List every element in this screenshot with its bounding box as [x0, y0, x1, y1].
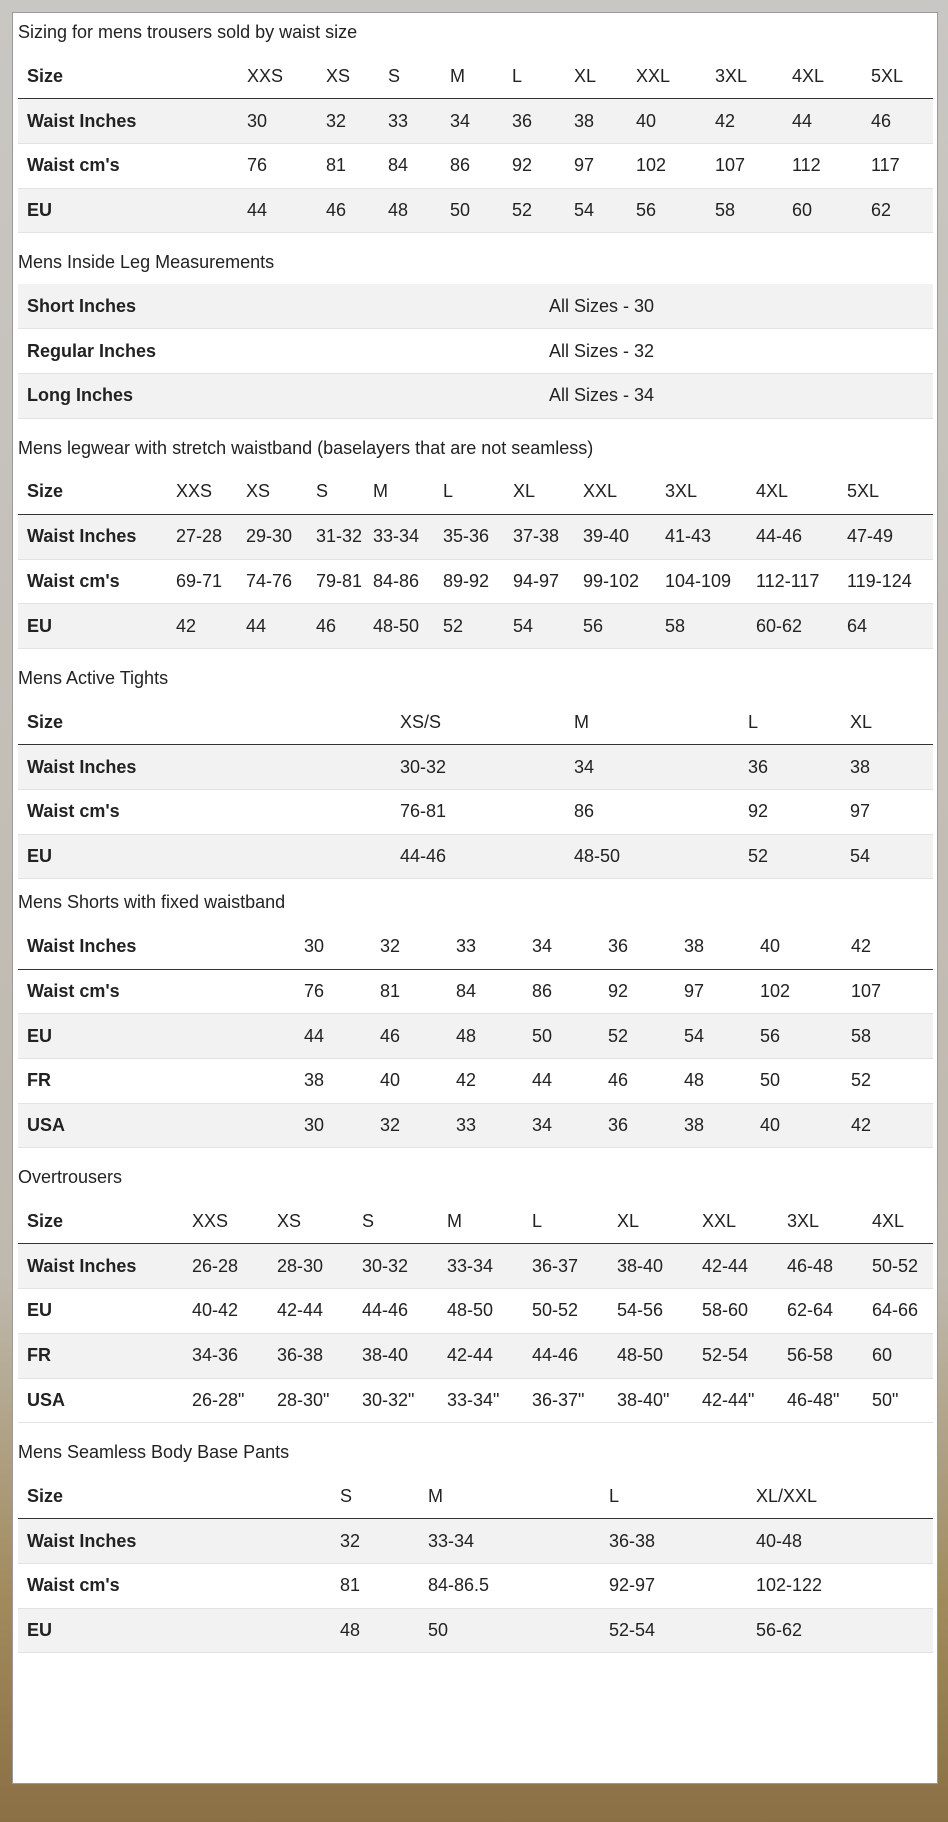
- table-cell: 56-62: [756, 1620, 803, 1641]
- row-label: Waist cm's: [27, 571, 120, 592]
- table-cell: 60: [792, 199, 813, 220]
- header-cell: Size: [27, 65, 64, 86]
- table-cell: 40-48: [756, 1530, 803, 1551]
- table-cell: 44-46: [756, 526, 803, 547]
- header-cell: M: [373, 481, 388, 502]
- table-cell: 102: [760, 980, 791, 1001]
- table-cell: 46: [608, 1070, 629, 1091]
- row-label: EU: [27, 1025, 53, 1046]
- header-cell: Size: [27, 481, 64, 502]
- table-row: [18, 99, 933, 144]
- table-cell: 79-81: [316, 571, 363, 592]
- table-cell: 86: [574, 801, 595, 822]
- table-row: [18, 1378, 933, 1423]
- table-row: [18, 969, 933, 1014]
- header-cell: L: [609, 1485, 620, 1506]
- table-cell: 48-50: [373, 615, 420, 636]
- table-row: [18, 329, 933, 374]
- header-cell: L: [532, 1210, 543, 1231]
- table-cell: 44-46: [400, 845, 447, 866]
- header-cell: XXL: [583, 481, 618, 502]
- section-title: Mens Shorts with fixed waistband: [18, 892, 286, 913]
- table-cell: 33: [456, 1114, 477, 1135]
- table-cell: 36: [608, 1114, 629, 1135]
- table-row: [18, 834, 933, 879]
- header-cell: 5XL: [871, 65, 904, 86]
- header-cell: 4XL: [792, 65, 825, 86]
- table-row: [18, 374, 933, 419]
- table-header-row: [18, 700, 933, 745]
- table-cell: 44: [792, 110, 813, 131]
- table-cell: 42: [851, 1114, 872, 1135]
- table-cell: 54: [513, 615, 534, 636]
- table-cell: 50-52: [872, 1255, 919, 1276]
- table-cell: 38-40": [617, 1389, 670, 1410]
- table-cell: 50: [760, 1070, 781, 1091]
- table-cell: 107: [851, 980, 882, 1001]
- table-cell: 38: [574, 110, 595, 131]
- section-title: Mens Inside Leg Measurements: [18, 252, 275, 273]
- header-cell: 33: [456, 935, 477, 956]
- row-label: EU: [27, 1620, 53, 1641]
- table-cell: 69-71: [176, 571, 223, 592]
- table-cell: 76: [304, 980, 325, 1001]
- table-row: [18, 143, 933, 188]
- table-cell: 42: [456, 1070, 477, 1091]
- header-cell: L: [443, 481, 454, 502]
- table-row: [18, 1244, 933, 1289]
- table-cell: 32: [326, 110, 347, 131]
- table-row: [18, 515, 933, 560]
- table-cell: 42-44": [702, 1389, 755, 1410]
- section-title: Sizing for mens trousers sold by waist size: [18, 22, 358, 42]
- table-cell: 34: [450, 110, 471, 131]
- table-row: [18, 284, 933, 329]
- row-label: EU: [27, 615, 53, 636]
- header-cell: 32: [380, 935, 401, 956]
- table-cell: 46: [316, 615, 337, 636]
- table-cell: 48-50: [617, 1345, 664, 1366]
- table-cell: 117: [871, 155, 900, 176]
- header-cell: S: [316, 481, 329, 502]
- header-cell: M: [447, 1210, 462, 1231]
- table-cell: 112: [792, 155, 821, 176]
- size-guide-panel: [12, 12, 938, 1784]
- row-label: FR: [27, 1070, 51, 1091]
- table-cell: 81: [326, 155, 347, 176]
- table-cell: 84-86.5: [428, 1575, 490, 1596]
- table-cell: 54: [574, 199, 595, 220]
- table-cell: 26-28": [192, 1389, 245, 1410]
- size-table-stretch-waistband: [18, 470, 933, 649]
- table-cell: 28-30: [277, 1255, 324, 1276]
- table-cell: 52: [512, 199, 533, 220]
- header-cell: 30: [304, 935, 325, 956]
- table-cell: 84: [388, 155, 409, 176]
- table-cell: 97: [850, 801, 871, 822]
- table-header-row: [18, 54, 933, 99]
- header-cell: 38: [684, 935, 705, 956]
- table-cell: 62-64: [787, 1300, 834, 1321]
- table-cell: All Sizes - 32: [549, 340, 655, 361]
- table-cell: 42-44: [702, 1255, 749, 1276]
- table-cell: 58: [665, 615, 686, 636]
- table-cell: 107: [715, 155, 746, 176]
- table-cell: 102: [636, 155, 667, 176]
- table-row: [18, 559, 933, 604]
- table-cell: 36-37: [532, 1255, 579, 1276]
- table-cell: 58: [715, 199, 736, 220]
- table-cell: 52-54: [609, 1620, 656, 1641]
- size-table-overtrousers: [18, 1199, 933, 1423]
- table-row: [18, 604, 933, 649]
- header-cell: Waist Inches: [27, 935, 137, 956]
- header-cell: XS: [326, 65, 351, 86]
- header-cell: XXL: [636, 65, 671, 86]
- table-cell: 104-109: [665, 571, 732, 592]
- header-cell: XL: [617, 1210, 640, 1231]
- table-cell: 44: [532, 1070, 553, 1091]
- table-cell: 58-60: [702, 1300, 749, 1321]
- table-cell: 48-50: [447, 1300, 494, 1321]
- table-cell: 27-28: [176, 526, 223, 547]
- table-cell: 54-56: [617, 1300, 664, 1321]
- table-cell: 92: [608, 980, 629, 1001]
- row-label: EU: [27, 199, 53, 220]
- table-header-row: [18, 470, 933, 515]
- table-cell: 56: [583, 615, 604, 636]
- table-header-row: [18, 924, 933, 969]
- section-title: Mens Active Tights: [18, 668, 169, 689]
- table-cell: 84-86: [373, 571, 420, 592]
- table-cell: 46: [380, 1025, 401, 1046]
- header-cell: 36: [608, 935, 629, 956]
- header-cell: XS: [277, 1210, 302, 1231]
- table-cell: 40: [760, 1114, 781, 1135]
- table-cell: 62: [871, 199, 892, 220]
- row-label: EU: [27, 1300, 53, 1321]
- row-label: Short Inches: [27, 295, 137, 316]
- table-cell: 92: [512, 155, 533, 176]
- table-cell: 29-30: [246, 526, 293, 547]
- table-cell: 44-46: [532, 1345, 579, 1366]
- header-cell: Size: [27, 711, 64, 732]
- table-cell: All Sizes - 34: [549, 385, 655, 406]
- table-cell: 102-122: [756, 1575, 823, 1596]
- size-table-active-tights: [18, 700, 933, 879]
- row-label: Waist Inches: [27, 110, 137, 131]
- table-cell: 46: [871, 110, 892, 131]
- table-cell: 92: [748, 801, 769, 822]
- table-cell: 38-40: [617, 1255, 664, 1276]
- table-cell: 30-32: [362, 1255, 409, 1276]
- table-cell: 33: [388, 110, 409, 131]
- table-cell: 99-102: [583, 571, 640, 592]
- table-cell: 48-50: [574, 845, 621, 866]
- table-row: [18, 1289, 933, 1334]
- table-cell: 76-81: [400, 801, 447, 822]
- header-cell: 4XL: [872, 1210, 905, 1231]
- header-cell: 3XL: [665, 481, 698, 502]
- table-cell: 38: [684, 1114, 705, 1135]
- table-cell: 28-30": [277, 1389, 330, 1410]
- table-cell: 33-34": [447, 1389, 500, 1410]
- table-cell: 52: [851, 1070, 872, 1091]
- table-cell: 40: [636, 110, 657, 131]
- table-cell: 42: [176, 615, 197, 636]
- table-cell: 33-34: [428, 1530, 475, 1551]
- header-cell: 40: [760, 935, 781, 956]
- section-title: Mens legwear with stretch waistband (baselayers that are not seamless): [18, 437, 594, 458]
- table-cell: 30-32: [400, 756, 447, 777]
- table-cell: 89-92: [443, 571, 490, 592]
- table-cell: 97: [684, 980, 705, 1001]
- table-cell: 38: [850, 756, 871, 777]
- table-cell: 44: [304, 1025, 325, 1046]
- header-cell: M: [574, 711, 589, 732]
- table-cell: 44: [247, 199, 268, 220]
- table-row: [18, 1014, 933, 1059]
- table-header-row: [18, 1199, 933, 1244]
- table-cell: 64: [847, 615, 868, 636]
- table-cell: 74-76: [246, 571, 293, 592]
- table-cell: 36: [748, 756, 769, 777]
- table-cell: 52-54: [702, 1345, 749, 1366]
- table-row: [18, 1058, 933, 1103]
- header-cell: L: [748, 711, 759, 732]
- table-cell: 40-42: [192, 1300, 239, 1321]
- table-cell: All Sizes - 30: [549, 295, 655, 316]
- table-cell: 50: [428, 1620, 449, 1641]
- table-cell: 52: [443, 615, 464, 636]
- table-cell: 50-52: [532, 1300, 579, 1321]
- row-label: Waist cm's: [27, 980, 120, 1001]
- header-cell: 5XL: [847, 481, 880, 502]
- table-cell: 76: [247, 155, 268, 176]
- table-cell: 64-66: [872, 1300, 919, 1321]
- header-cell: 3XL: [787, 1210, 820, 1231]
- header-cell: XL: [574, 65, 597, 86]
- table-row: [18, 1564, 933, 1609]
- table-cell: 56-58: [787, 1345, 834, 1366]
- table-cell: 42: [715, 110, 736, 131]
- table-cell: 30: [247, 110, 268, 131]
- table-row: [18, 745, 933, 790]
- header-cell: Size: [27, 1210, 64, 1231]
- row-label: Waist Inches: [27, 756, 137, 777]
- table-cell: 41-43: [665, 526, 712, 547]
- table-cell: 36-38: [609, 1530, 656, 1551]
- table-cell: 54: [850, 845, 871, 866]
- table-row: [18, 1103, 933, 1148]
- header-cell: M: [450, 65, 465, 86]
- table-cell: 50": [872, 1389, 899, 1410]
- table-cell: 52: [608, 1025, 629, 1046]
- table-cell: 38-40: [362, 1345, 409, 1366]
- table-cell: 38: [304, 1070, 325, 1091]
- table-cell: 30: [304, 1114, 325, 1135]
- table-cell: 44: [246, 615, 267, 636]
- header-cell: 34: [532, 935, 553, 956]
- table-cell: 48: [388, 199, 409, 220]
- table-cell: 34-36: [192, 1345, 239, 1366]
- header-cell: XXS: [192, 1210, 229, 1231]
- row-label: Waist Inches: [27, 526, 137, 547]
- section-title: Overtrousers: [18, 1167, 123, 1188]
- table-row: [18, 789, 933, 834]
- table-cell: 52: [748, 845, 769, 866]
- row-label: Waist cm's: [27, 155, 120, 176]
- row-label: Regular Inches: [27, 340, 157, 361]
- row-label: Waist cm's: [27, 1575, 120, 1596]
- row-label: USA: [27, 1389, 66, 1410]
- header-cell: XXS: [247, 65, 284, 86]
- table-cell: 31-32: [316, 526, 363, 547]
- header-cell: XS/S: [400, 711, 442, 732]
- table-cell: 36-38: [277, 1345, 324, 1366]
- table-cell: 48: [456, 1025, 477, 1046]
- table-cell: 60-62: [756, 615, 803, 636]
- header-cell: XL: [513, 481, 536, 502]
- table-header-row: [18, 1474, 933, 1519]
- table-cell: 50: [450, 199, 471, 220]
- table-cell: 86: [450, 155, 471, 176]
- table-cell: 56: [636, 199, 657, 220]
- table-cell: 35-36: [443, 526, 490, 547]
- row-label: FR: [27, 1345, 51, 1366]
- inside-leg-table: [18, 284, 933, 419]
- table-cell: 84: [456, 980, 477, 1001]
- header-cell: L: [512, 65, 523, 86]
- header-cell: Size: [27, 1485, 64, 1506]
- size-table-seamless-base-pants: [18, 1474, 933, 1653]
- table-cell: 34: [574, 756, 595, 777]
- table-cell: 56: [760, 1025, 781, 1046]
- table-cell: 37-38: [513, 526, 560, 547]
- table-cell: 86: [532, 980, 553, 1001]
- header-cell: XL: [850, 711, 873, 732]
- table-cell: 42-44: [447, 1345, 494, 1366]
- table-cell: 40: [380, 1070, 401, 1091]
- table-cell: 44-46: [362, 1300, 409, 1321]
- table-cell: 60: [872, 1345, 893, 1366]
- header-cell: S: [388, 65, 401, 86]
- size-table-shorts: [18, 924, 933, 1148]
- table-cell: 119-124: [847, 571, 912, 592]
- header-cell: 3XL: [715, 65, 748, 86]
- table-cell: 58: [851, 1025, 872, 1046]
- row-label: EU: [27, 845, 53, 866]
- table-cell: 46-48: [787, 1255, 834, 1276]
- table-cell: 42-44: [277, 1300, 324, 1321]
- table-cell: 47-49: [847, 526, 894, 547]
- header-cell: S: [362, 1210, 375, 1231]
- table-row: [18, 1519, 933, 1564]
- table-cell: 32: [340, 1530, 361, 1551]
- table-cell: 81: [340, 1575, 361, 1596]
- table-cell: 46: [326, 199, 347, 220]
- header-cell: XS: [246, 481, 271, 502]
- table-row: [18, 188, 933, 233]
- table-cell: 112-117: [756, 571, 820, 592]
- row-label: USA: [27, 1114, 66, 1135]
- header-cell: S: [340, 1485, 353, 1506]
- table-cell: 39-40: [583, 526, 630, 547]
- header-cell: 42: [851, 935, 872, 956]
- table-cell: 48: [684, 1070, 705, 1091]
- table-cell: 34: [532, 1114, 553, 1135]
- header-cell: M: [428, 1485, 443, 1506]
- table-cell: 36: [512, 110, 533, 131]
- row-label: Waist Inches: [27, 1255, 137, 1276]
- row-label: Waist Inches: [27, 1530, 137, 1551]
- table-cell: 36-37": [532, 1389, 585, 1410]
- header-cell: 4XL: [756, 481, 789, 502]
- row-label: Waist cm's: [27, 801, 120, 822]
- table-cell: 30-32": [362, 1389, 415, 1410]
- header-cell: XL/XXL: [756, 1485, 818, 1506]
- table-cell: 32: [380, 1114, 401, 1135]
- table-cell: 48: [340, 1620, 361, 1641]
- table-cell: 81: [380, 980, 401, 1001]
- table-cell: 50: [532, 1025, 553, 1046]
- header-cell: XXL: [702, 1210, 737, 1231]
- section-title: Mens Seamless Body Base Pants: [18, 1442, 290, 1463]
- table-cell: 92-97: [609, 1575, 656, 1596]
- table-cell: 54: [684, 1025, 705, 1046]
- table-cell: 33-34: [447, 1255, 494, 1276]
- size-table-trousers: [18, 54, 933, 233]
- row-label: Long Inches: [27, 385, 134, 406]
- table-cell: 46-48": [787, 1389, 840, 1410]
- header-cell: XXS: [176, 481, 213, 502]
- table-cell: 97: [574, 155, 595, 176]
- table-cell: 33-34: [373, 526, 420, 547]
- table-cell: 94-97: [513, 571, 560, 592]
- table-row: [18, 1333, 933, 1378]
- table-cell: 26-28: [192, 1255, 239, 1276]
- table-row: [18, 1608, 933, 1653]
